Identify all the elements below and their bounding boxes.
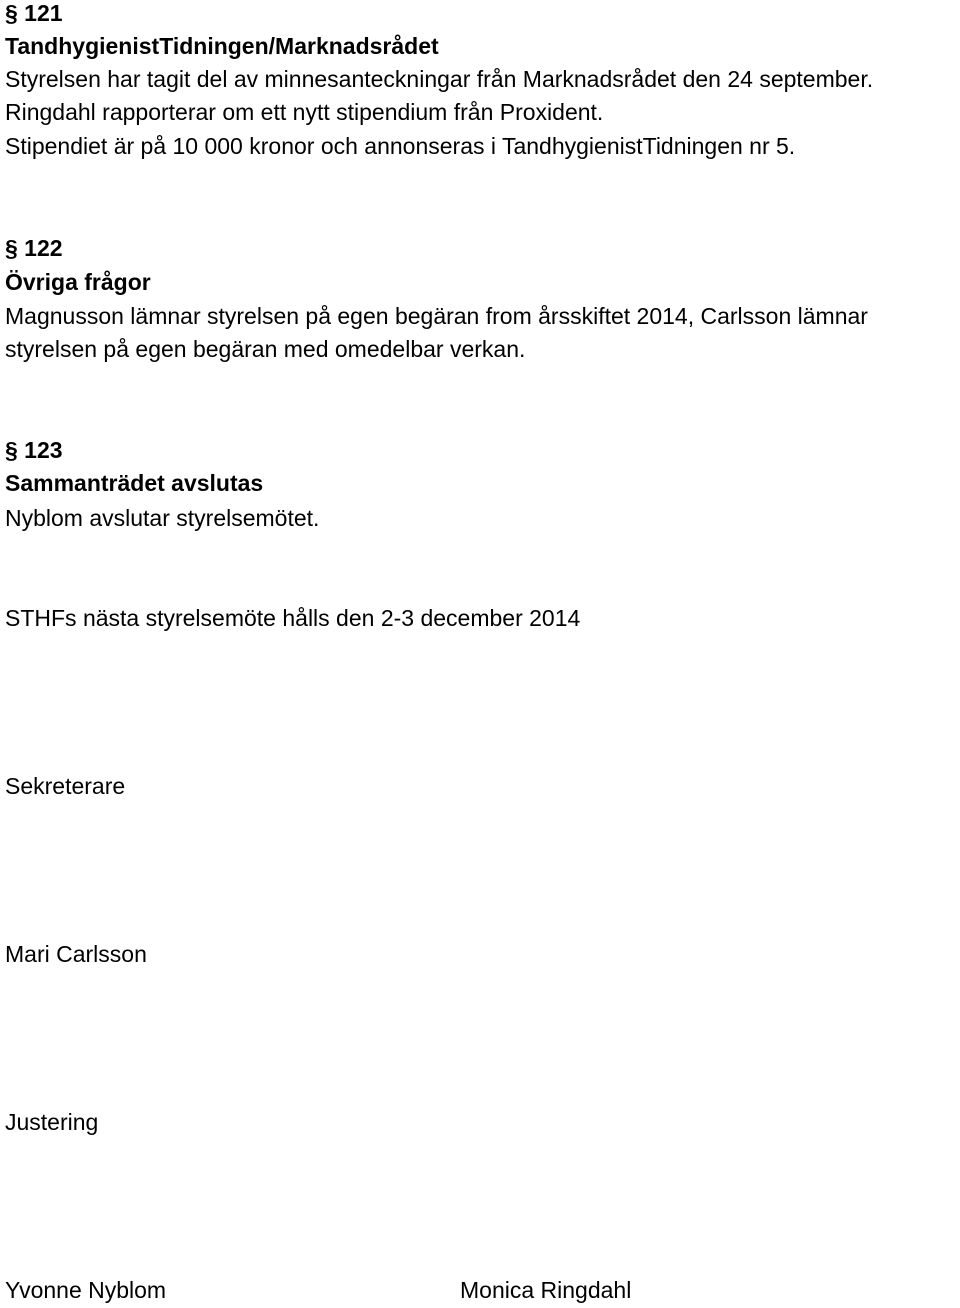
next-meeting-note: STHFs nästa styrelsemöte hålls den 2-3 december 2014 <box>5 605 581 631</box>
secretary-label: Sekreterare <box>5 773 126 799</box>
body-line: Ringdahl rapporterar om ett nytt stipendium från Proxident. <box>5 99 604 125</box>
body-line: styrelsen på egen begäran med omedelbar verkan. <box>5 336 526 362</box>
paragraph-number: § 123 <box>5 437 63 463</box>
body-line: Styrelsen har tagit del av minnesanteckningar från Marknadsrådet den 24 september. <box>5 66 874 92</box>
body-line: Nyblom avslutar styrelsemötet. <box>5 505 320 531</box>
body-line: Magnusson lämnar styrelsen på egen begäran from årsskiftet 2014, Carlsson lämnar <box>5 303 868 329</box>
section-title: Övriga frågor <box>5 269 151 295</box>
body-line: Stipendiet är på 10 000 kronor och annonseras i TandhygienistTidningen nr 5. <box>5 133 796 159</box>
secretary-name: Mari Carlsson <box>5 941 147 967</box>
adjustment-label: Justering <box>5 1109 99 1135</box>
section-title: TandhygienistTidningen/Marknadsrådet <box>5 33 439 59</box>
paragraph-number: § 121 <box>5 0 63 26</box>
signatory-name: Monica Ringdahl <box>460 1277 632 1303</box>
signatory-name: Yvonne Nyblom <box>5 1277 167 1303</box>
paragraph-number: § 122 <box>5 235 63 261</box>
section-title: Sammanträdet avslutas <box>5 470 264 496</box>
